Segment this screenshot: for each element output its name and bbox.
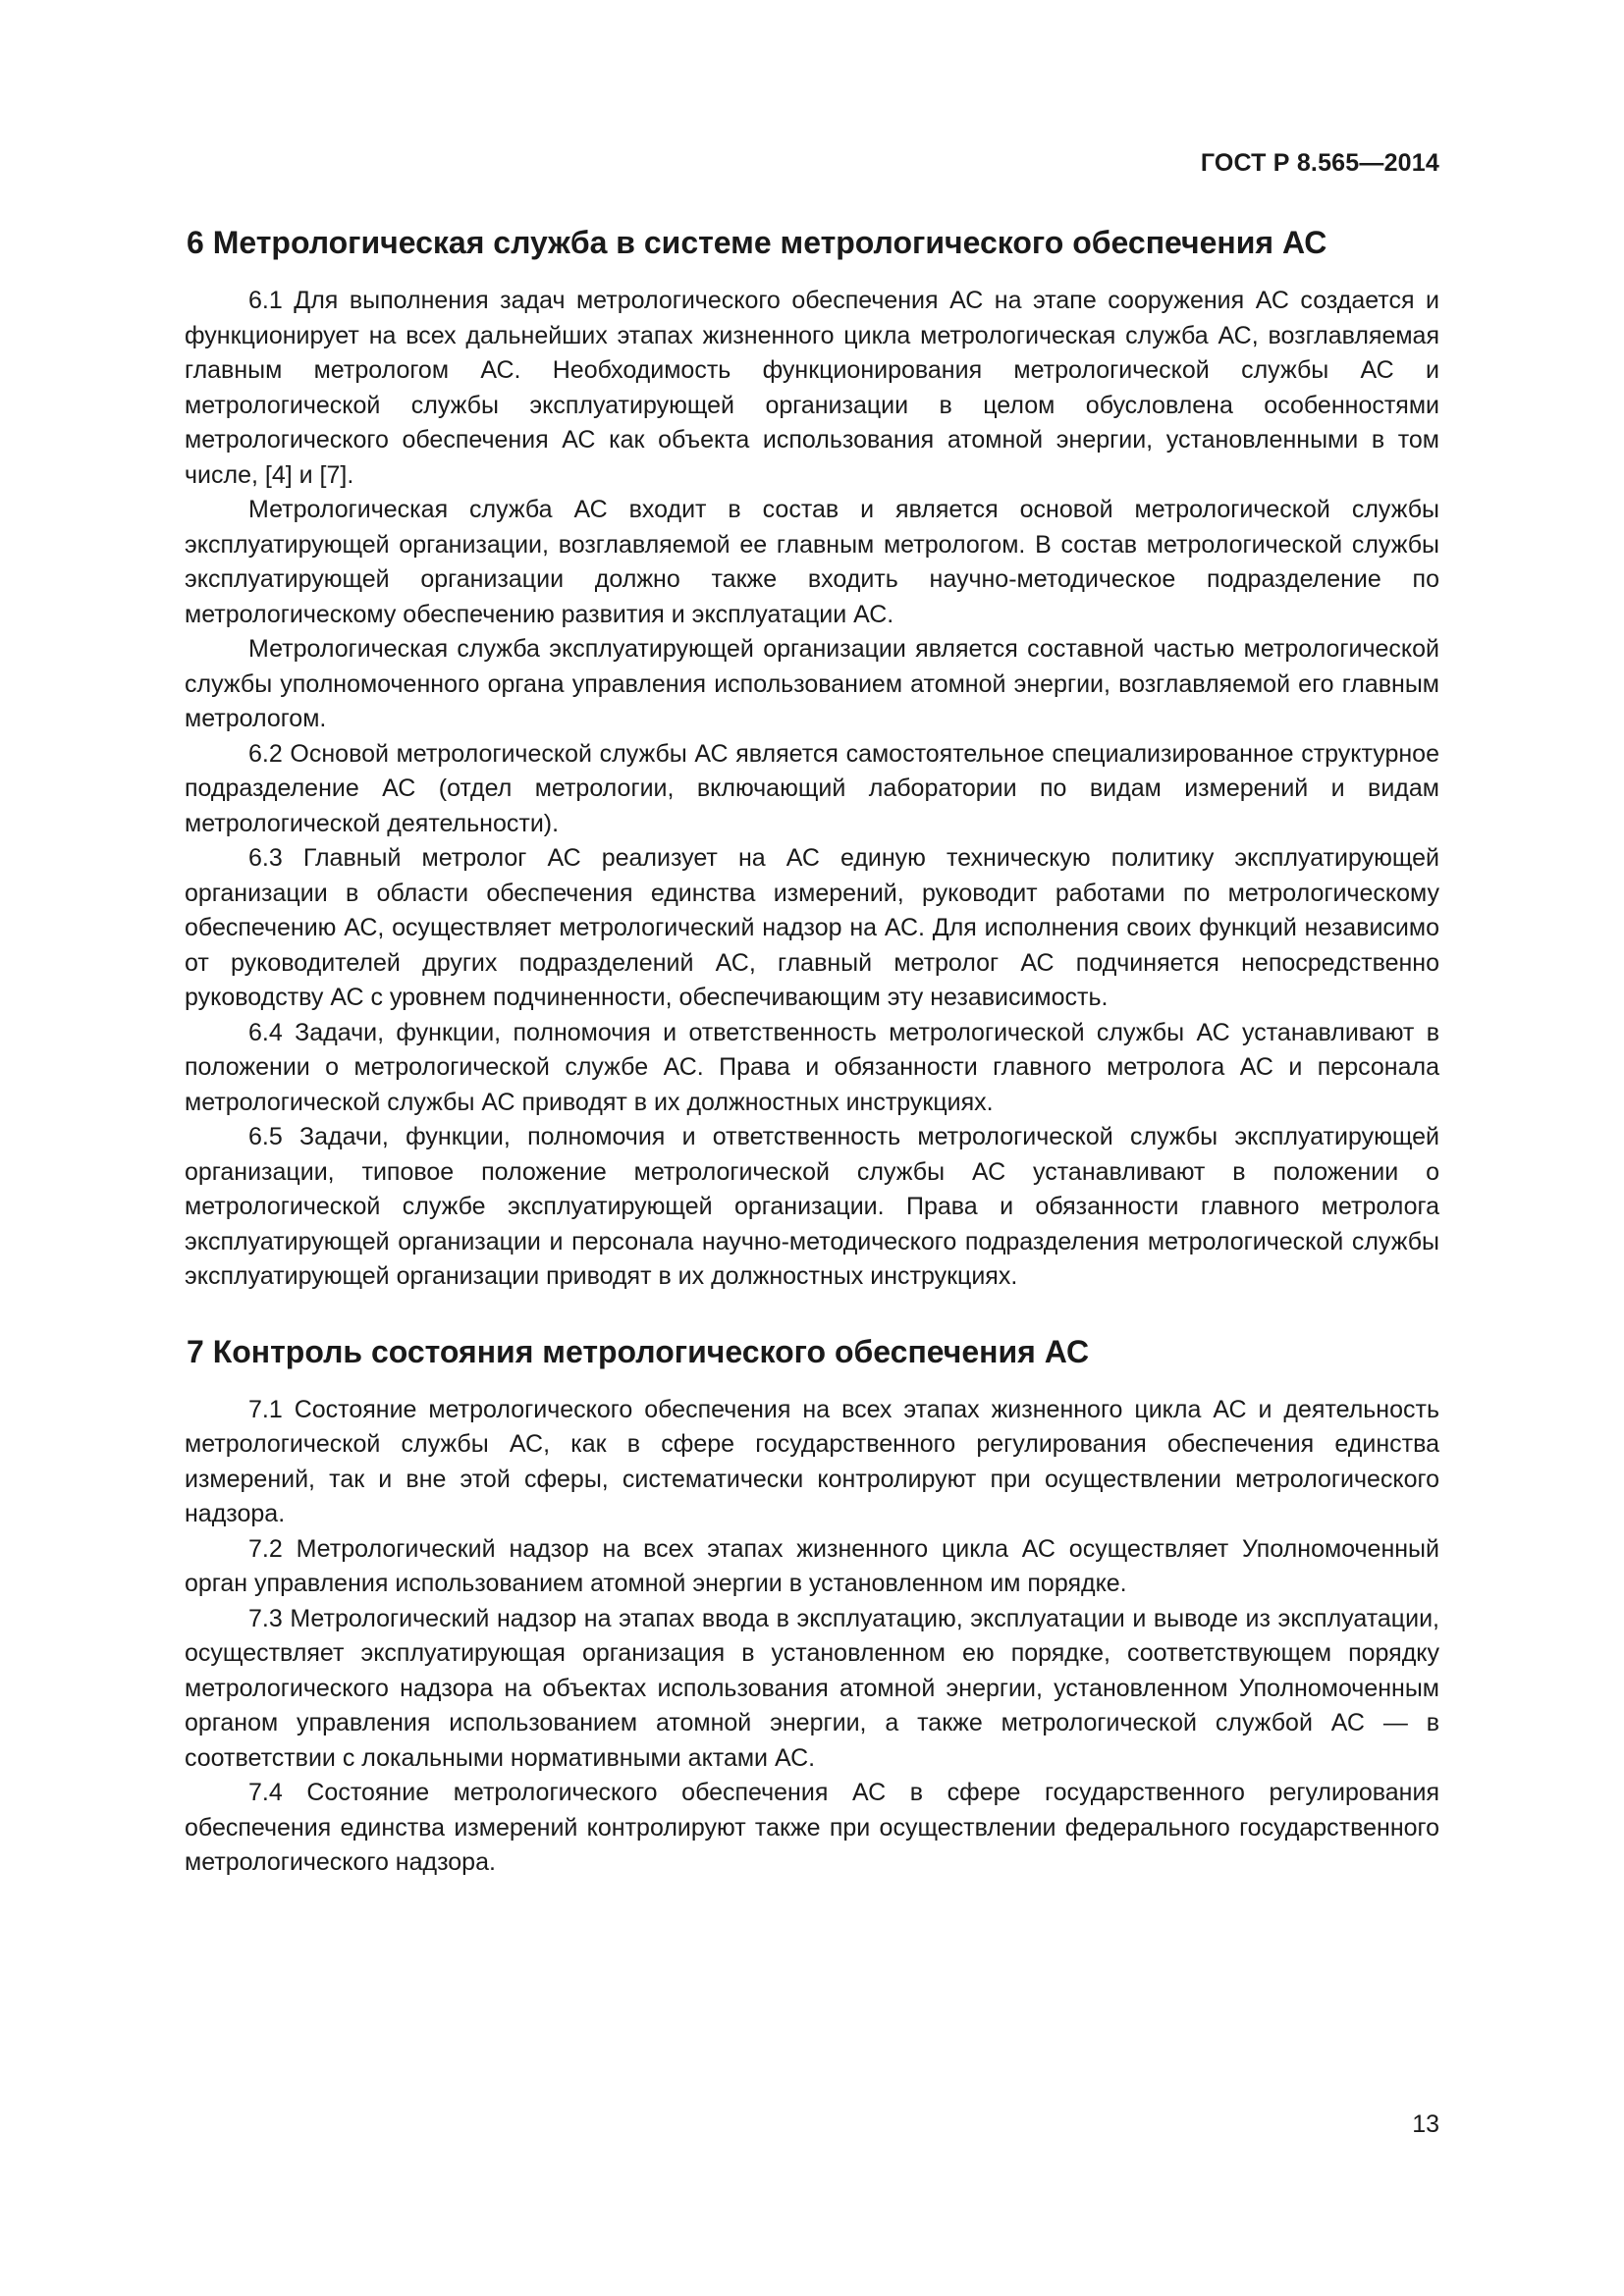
paragraph-6-4: 6.4 Задачи, функции, полномочия и ответственность метрологической службы АС устанавливают в положении о метрологической службе АС. Права и обязанности главного метролога АС и персонала метрологической службы АС приводят в их должностных инструкциях. (185, 1018, 1439, 1116)
page-content (185, 221, 1439, 1881)
paragraph-6-1-c: Метрологическая служба эксплуатирующей организации является составной частью метрологической службы уполномоченного органа управления использованием атомной энергии, возглавляемой его главным метрологом. (185, 635, 1439, 732)
paragraph-6-1-b: Метрологическая служба АС входит в состав и является основой метрологической службы эксплуатирующей организации, возглавляемой ее главным метрологом. В состав метрологической службы эксплуатирующей организации должно также входить научно-методическое подразделение по метрологическому обеспечению развития и эксплуатации АС. (185, 496, 1439, 628)
paragraph-7-3: 7.3 Метрологический надзор на этапах ввода в эксплуатацию, эксплуатации и выводе из эксплуатации, осуществляет эксплуатирующая организация в установленном ею порядке, соответствующем порядку метрологического надзора на объектах использования атомной энергии, установленном Уполномоченным органом управления использованием атомной энергии, а также метрологической службой АС — в соответствии с локальными нормативными актами АС. (185, 1604, 1439, 1772)
paragraph-6-5: 6.5 Задачи, функции, полномочия и ответственность метрологической службы эксплуатирующей организации, типовое положение метрологической службы АС устанавливают в положении о метрологической службе эксплуатирующей организации. Права и обязанности главного метролога эксплуатирующей организации и персонала научно-методического подразделения метрологической службы эксплуатирующей организации приводят в их должностных инструкциях. (185, 1123, 1439, 1290)
section-7 (185, 1330, 1439, 1881)
document-code: ГОСТ Р 8.565—2014 (1200, 149, 1439, 177)
section-6-heading: 6 Метрологическая служба в системе метрологического обеспечения АС (187, 225, 1327, 260)
section-6 (185, 221, 1439, 1295)
paragraph-7-2: 7.2 Метрологический надзор на всех этапах жизненного цикла АС осуществляет Уполномоченный орган управления использованием атомной энергии в установленном им порядке. (185, 1534, 1439, 1597)
page-number: 13 (1412, 2110, 1439, 2138)
paragraph-7-4: 7.4 Состояние метрологического обеспечения АС в сфере государственного регулирования обеспечения единства измерений контролируют также при осуществлении федерального государственного метрологического надзора. (185, 1779, 1439, 1876)
paragraph-6-1: 6.1 Для выполнения задач метрологического обеспечения АС на этапе сооружения АС создается и функционирует на всех дальнейших этапах жизненного цикла метрологическая служба АС, возглавляемая главным метрологом АС. Необходимость функционирования метрологической службы АС и метрологической службы эксплуатирующей организации в целом обусловлена особенностями метрологического обеспечения АС как объекта использования атомной энергии, установленными в том числе, [4] и [7]. (185, 287, 1439, 489)
paragraph-6-3: 6.3 Главный метролог АС реализует на АС единую техническую политику эксплуатирующей организации в области обеспечения единства измерений, руководит работами по метрологическому обеспечению АС, осуществляет метрологический надзор на АС. Для исполнения своих функций независимо от руководителей других подразделений АС, главный метролог АС подчиняется непосредственно руководству АС с уровнем подчиненности, обеспечивающим эту независимость. (185, 844, 1439, 1011)
paragraph-6-2: 6.2 Основой метрологической службы АС является самостоятельное специализированное структурное подразделение АС (отдел метрологии, включающий лаборатории по видам измерений и видам метрологической деятельности). (185, 739, 1439, 837)
paragraph-7-1: 7.1 Состояние метрологического обеспечения на всех этапах жизненного цикла АС и деятельность метрологической службы АС, как в сфере государственного регулирования обеспечения единства измерений, так и вне этой сферы, систематически контролируют при осуществлении метрологического надзора. (185, 1395, 1439, 1527)
section-7-heading: 7 Контроль состояния метрологического обеспечения АС (187, 1333, 1090, 1369)
